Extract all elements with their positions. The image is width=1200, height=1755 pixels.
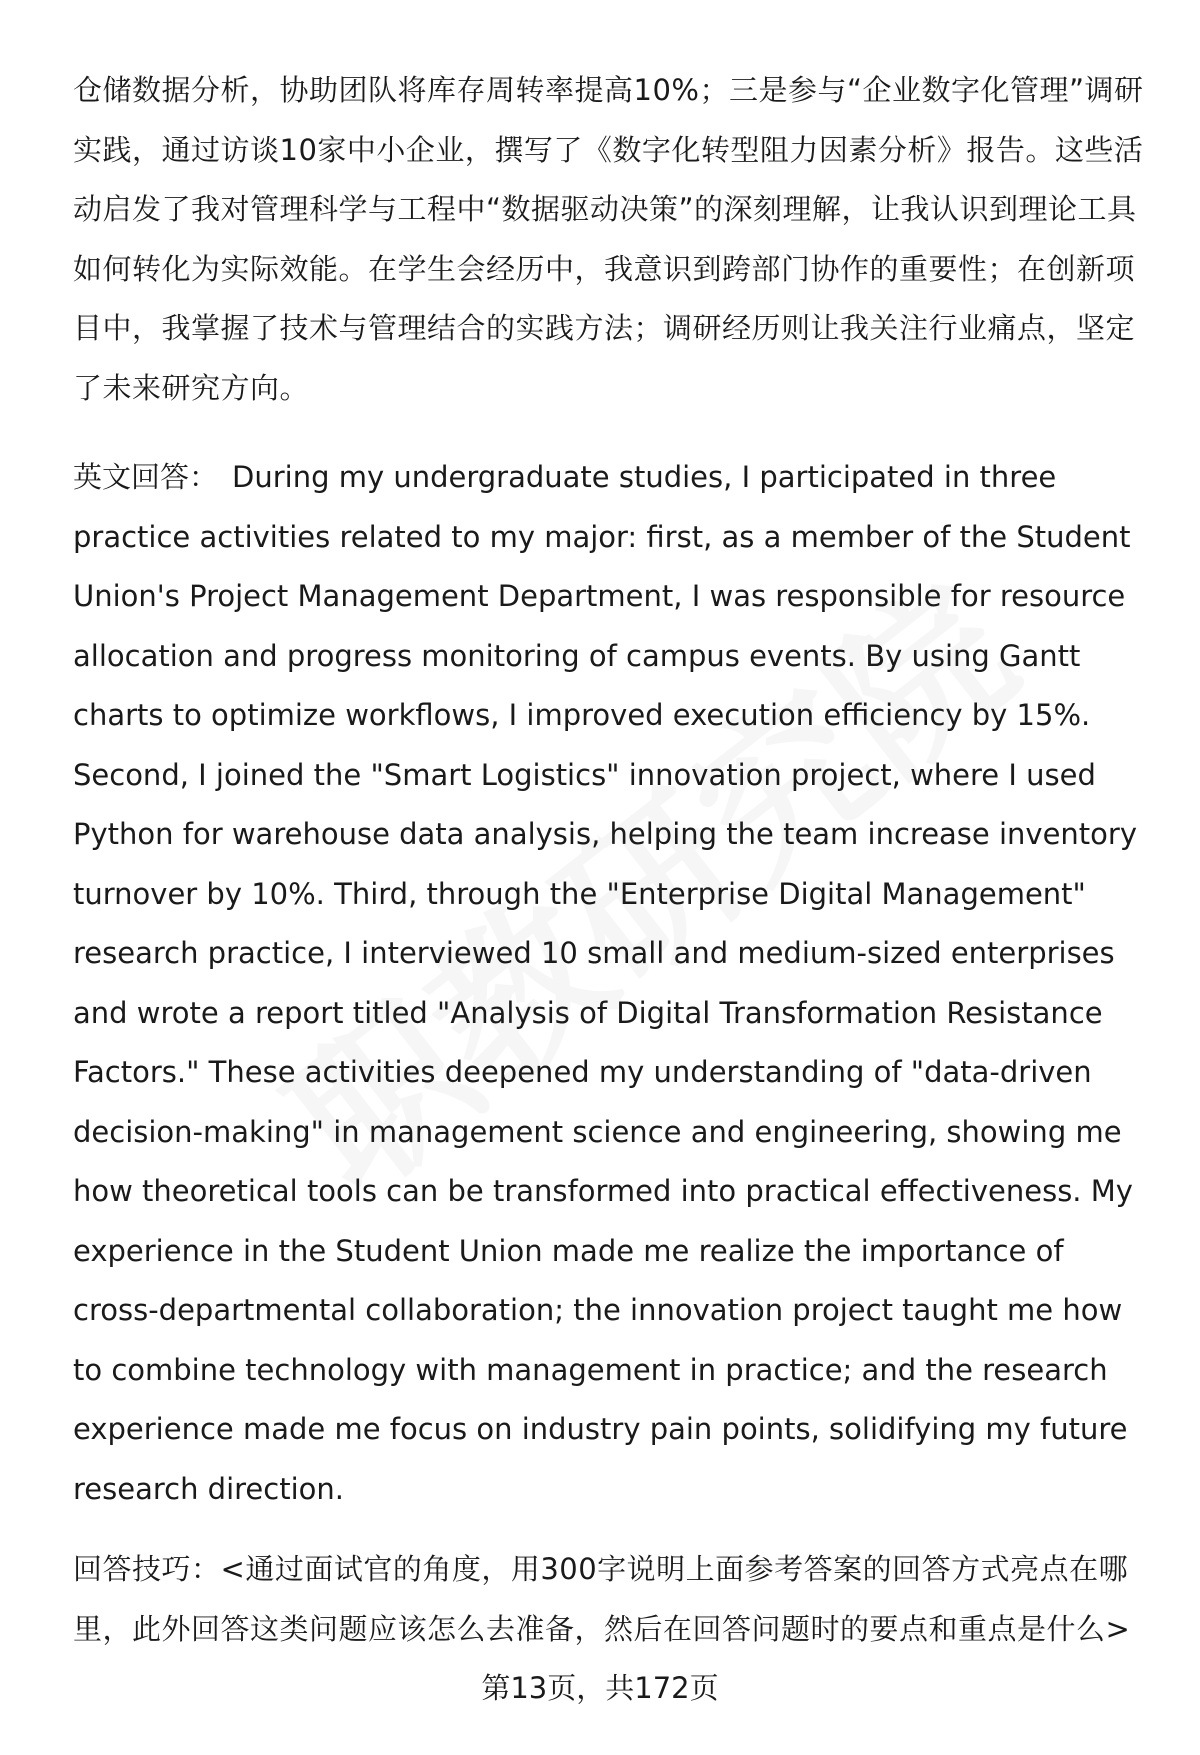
answer-tips-text: <通过面试官的角度，用300字说明上面参考答案的回答方式亮点在哪里，此外回答这类问题应该怎么去准备，然后在回答问题时的要点和重点是什么>: [73, 1552, 1131, 1646]
english-answer-paragraph: [73, 448, 1158, 1519]
answer-tips-label: 回答技巧：: [73, 1552, 221, 1586]
page-number: 第13页，共172页: [481, 1671, 719, 1705]
chinese-answer-continued: 仓储数据分析，协助团队将库存周转率提高10%；三是参与“企业数字化管理”调研实践，通过访谈10家中小企业，撰写了《数字化转型阻力因素分析》报告。这些活动启发了我对管理科学与工程中“数据驱动决策”的深刻理解，让我认识到理论工具如何转化为实际效能。在学生会经历中，我意识到跨部门协作的重要性；在创新项目中，我掌握了技术与管理结合的实践方法；调研经历则让我关注行业痛点，坚定了未来研究方向。: [73, 73, 1144, 405]
english-answer-label: 英文回答：: [73, 460, 219, 494]
english-answer-text: During my undergraduate studies, I participated in three practice activities related to my major: first, as a member of the Student Union's Project Management Department, I was responsible for resource allocation and progress monitoring of campus events. By using Gantt charts to optimize workflows, I improved execution efficiency by 15%. Second, I joined the "Smart Logistics" innovation project, where I used Python for warehouse data analysis, helping the team increase inventory turnover by 10%. Third, through the "Enterprise Digital Management" research practice, I interviewed 10 small and medium-sized enterprises and wrote a report titled "Analysis of Digital Transformation Resistance Factors." These activities deepened my understanding of "data-driven decision-making" in management science and engineering, showing me how theoretical tools can be transformed into practical effectiveness. My experience in the Student Union made me realize the importance of cross-departmental collaboration; the innovation project taught me how to combine technology with management in practice; and the research experience made me focus on industry pain points, solidifying my future research direction.: [73, 460, 1137, 1506]
answer-tips-paragraph: [73, 1540, 1158, 1659]
